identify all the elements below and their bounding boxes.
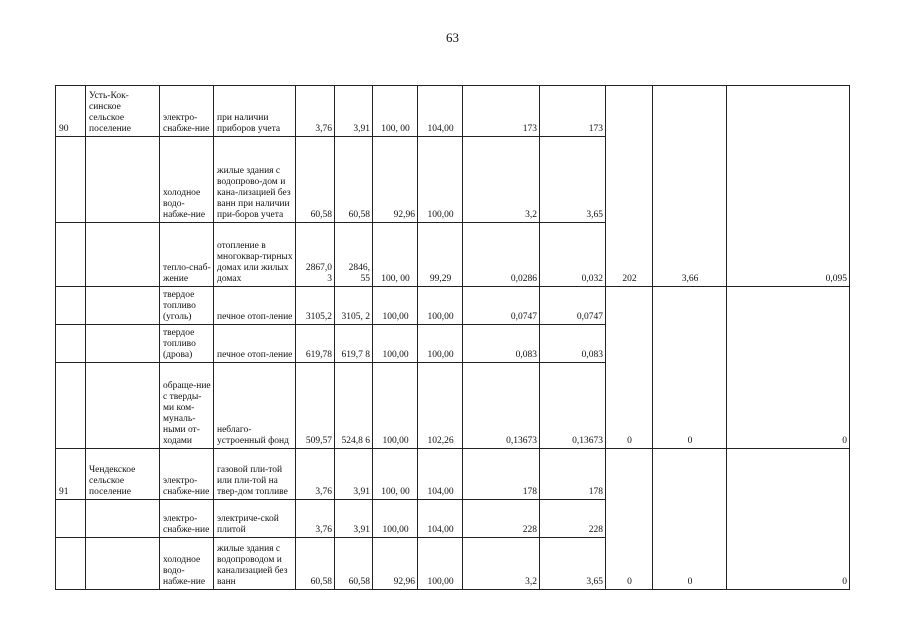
row-number: 91 [56, 449, 86, 500]
service-type: холодное водо-набже-ние [160, 538, 214, 590]
value-1: 3,76 [296, 500, 335, 538]
value-1: 619,78 [296, 325, 335, 363]
value-6: 0,032 [540, 223, 606, 287]
service-type: твердое топливо (дрова) [160, 325, 214, 363]
value-4: 102,26 [418, 363, 463, 449]
value-1: 3,76 [296, 86, 335, 137]
value-4: 100,00 [418, 287, 463, 325]
value-3: 100,00 [373, 287, 418, 325]
value-6: 178 [540, 449, 606, 500]
value-5: 0,083 [463, 325, 540, 363]
table-row [56, 287, 850, 325]
value-5: 178 [463, 449, 540, 500]
table-row [56, 449, 850, 500]
value-6: 3,65 [540, 538, 606, 590]
value-1: 2867,0 3 [296, 223, 335, 287]
merged-value-b: 0 [653, 287, 727, 449]
condition: неблаго-устроенный фонд [214, 363, 296, 449]
condition: печное отоп-ление [214, 287, 296, 325]
table-row [56, 86, 850, 137]
value-1: 60,58 [296, 538, 335, 590]
value-1: 60,58 [296, 137, 335, 223]
value-2: 2846, 55 [335, 223, 373, 287]
value-4: 104,00 [418, 449, 463, 500]
value-4: 104,00 [418, 500, 463, 538]
merged-value-b: 0 [653, 449, 727, 590]
value-5: 173 [463, 86, 540, 137]
value-5: 3,2 [463, 137, 540, 223]
service-type: твердое топливо (уголь) [160, 287, 214, 325]
merged-value-c: 0 [727, 449, 850, 590]
merged-value-a: 0 [606, 287, 653, 449]
value-4: 104,00 [418, 86, 463, 137]
value-3: 100, 00 [373, 449, 418, 500]
value-3: 92,96 [373, 137, 418, 223]
merged-value-c: 0 [727, 287, 850, 449]
value-4: 100,00 [418, 325, 463, 363]
value-5: 3,2 [463, 538, 540, 590]
row-number: 90 [56, 86, 86, 137]
condition: электриче-ской плитой [214, 500, 296, 538]
condition: газовой пли-той или пли-той на твер-дом топливе [214, 449, 296, 500]
value-2: 3,91 [335, 449, 373, 500]
value-6: 0,083 [540, 325, 606, 363]
value-6: 0,0747 [540, 287, 606, 325]
service-type: обраще-ние с тверды-ми ком-муналь-ными от-ходами [160, 363, 214, 449]
value-2: 619,7 8 [335, 325, 373, 363]
value-6: 0,13673 [540, 363, 606, 449]
service-type: электро-снабже-ние [160, 449, 214, 500]
value-2: 3105, 2 [335, 287, 373, 325]
value-3: 100,00 [373, 363, 418, 449]
value-3: 92,96 [373, 538, 418, 590]
value-2: 60,58 [335, 137, 373, 223]
condition: отопление в многоквар-тирных домах или жилых домах [214, 223, 296, 287]
settlement-name: Чендекское сельское поселение [86, 449, 160, 500]
value-1: 3105,2 [296, 287, 335, 325]
service-type: электро-снабже-ние [160, 500, 214, 538]
merged-value-a: 202 [606, 86, 653, 287]
value-5: 228 [463, 500, 540, 538]
page-number: 63 [446, 30, 459, 45]
value-3: 100,00 [373, 500, 418, 538]
value-6: 173 [540, 86, 606, 137]
condition: при наличии приборов учета [214, 86, 296, 137]
value-1: 3,76 [296, 449, 335, 500]
value-5: 0,0286 [463, 223, 540, 287]
service-type: электро-снабже-ние [160, 86, 214, 137]
value-5: 0,0747 [463, 287, 540, 325]
service-type: тепло-снаб-жение [160, 223, 214, 287]
value-2: 60,58 [335, 538, 373, 590]
value-3: 100, 00 [373, 86, 418, 137]
merged-value-b: 3,66 [653, 86, 727, 287]
value-1: 509,57 [296, 363, 335, 449]
value-2: 3,91 [335, 500, 373, 538]
value-6: 3,65 [540, 137, 606, 223]
value-2: 524,8 6 [335, 363, 373, 449]
merged-value-c: 0,095 [727, 86, 850, 287]
value-4: 99,29 [418, 223, 463, 287]
condition: жилые здания с водопрово-дом и кана-лизацией без ванн при наличии при-боров учета [214, 137, 296, 223]
value-5: 0,13673 [463, 363, 540, 449]
tariff-table [55, 85, 850, 590]
condition: печное отоп-ление [214, 325, 296, 363]
value-3: 100, 00 [373, 223, 418, 287]
value-6: 228 [540, 500, 606, 538]
merged-value-a: 0 [606, 449, 653, 590]
value-4: 100,00 [418, 538, 463, 590]
service-type: холодное водо-набже-ние [160, 137, 214, 223]
value-3: 100,00 [373, 325, 418, 363]
condition: жилые здания с водопроводом и канализацией без ванн [214, 538, 296, 590]
settlement-name: Усть-Кок-синское сельское поселение [86, 86, 160, 137]
value-4: 100,00 [418, 137, 463, 223]
value-2: 3,91 [335, 86, 373, 137]
